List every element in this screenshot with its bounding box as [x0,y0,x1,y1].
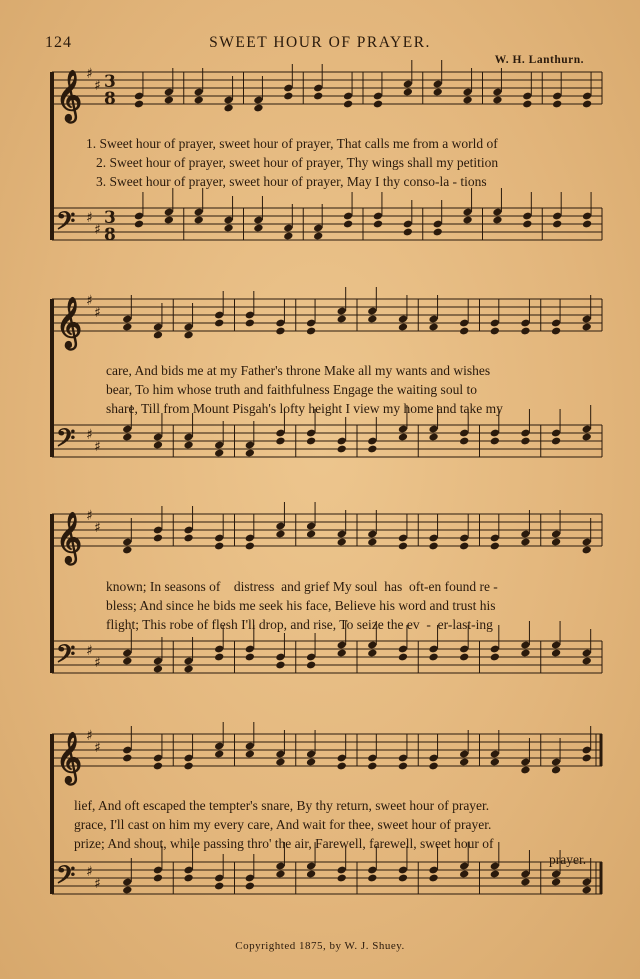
lyric-verse-2: bear, To him whose truth and faithfulness Engage the waiting soul to [106,382,477,397]
notehead [551,641,561,650]
notehead [153,323,163,332]
notehead [398,866,408,875]
notehead [306,522,316,531]
notehead [183,754,193,763]
notehead [398,874,408,883]
sharp-accidental: ♯ [86,210,93,226]
lyric-verse-2: 2. Sweet hour of prayer, sweet hour of prayer, Thy wings shall my petition [96,155,499,170]
notehead [551,429,561,438]
notehead [183,323,193,332]
notehead [153,665,163,674]
bass-clef: 𝄢 [56,424,76,459]
notehead [582,425,592,434]
treble-clef: 𝄞 [56,732,83,783]
notehead [459,429,469,438]
notehead [245,645,255,654]
notehead [214,653,224,662]
notehead [428,433,438,442]
notehead [214,882,224,891]
notehead [428,866,438,875]
notehead [337,874,347,883]
notehead [582,433,592,442]
sharp-accidental: ♯ [94,305,101,321]
notehead [551,766,561,775]
notehead [582,886,592,895]
notehead [428,323,438,332]
notehead [183,441,193,450]
sharp-accidental: ♯ [94,655,101,671]
notehead [337,315,347,324]
bass-clef: 𝄢 [56,207,76,242]
notehead [245,653,255,662]
notehead [183,874,193,883]
notehead [275,862,285,871]
sharp-accidental: ♯ [94,876,101,892]
notehead [582,746,592,755]
lyric-verse-2: bless; And since he bids me seek his face, Believe his word and trust his [106,598,496,613]
lyric-verse-3: flight; This robe of flesh I'll drop, and rise, To seize the ev - er-last-ing [106,617,493,632]
notehead [520,878,530,887]
notehead [582,323,592,332]
notehead [459,645,469,654]
notehead [551,530,561,539]
notehead [428,754,438,763]
notehead [459,758,469,767]
notehead [490,437,500,446]
notehead [275,319,285,328]
notehead [337,641,347,650]
notehead [214,750,224,759]
notehead [183,657,193,666]
notehead [122,657,132,666]
notehead [275,750,285,759]
notehead [214,534,224,543]
notehead [245,742,255,751]
notehead [367,538,377,547]
notehead [214,319,224,328]
bass-clef: 𝄢 [56,861,76,896]
notehead [367,315,377,324]
notehead [153,441,163,450]
notehead [551,870,561,879]
notehead [582,546,592,555]
notehead [398,754,408,763]
notehead [367,445,377,454]
notehead [582,878,592,887]
notehead [214,645,224,654]
notehead [551,327,561,336]
notehead [275,653,285,662]
notehead [337,437,347,446]
notehead [183,866,193,875]
notehead [490,319,500,328]
notehead [398,323,408,332]
notehead [520,437,530,446]
notehead [459,534,469,543]
notehead [122,746,132,755]
notehead [367,649,377,658]
notehead [428,762,438,771]
notehead [582,657,592,666]
notehead [428,542,438,551]
notehead [428,653,438,662]
notehead [520,530,530,539]
notehead [459,870,469,879]
notehead [520,429,530,438]
notehead [428,534,438,543]
notehead [490,750,500,759]
notehead [551,538,561,547]
notehead [520,641,530,650]
notehead [398,653,408,662]
sharp-accidental: ♯ [94,222,101,238]
treble-clef: 𝄞 [56,70,83,121]
notehead [582,538,592,547]
notehead [306,429,316,438]
notehead [183,433,193,442]
notehead [275,661,285,670]
notehead [367,866,377,875]
notehead [122,425,132,434]
treble-clef: 𝄞 [56,297,83,348]
notehead [214,742,224,751]
notehead [245,542,255,551]
notehead [367,762,377,771]
notehead [398,762,408,771]
copyright-footer: Copyrighted 1875, by W. J. Shuey. [235,940,405,952]
notehead [490,534,500,543]
notehead [245,441,255,450]
notehead [367,437,377,446]
notehead [337,762,347,771]
notehead [153,754,163,763]
notehead [520,327,530,336]
notehead [306,319,316,328]
notehead [306,758,316,767]
notehead [337,649,347,658]
notehead [398,315,408,324]
lyric-verse-2: grace, I'll cast on him my every care, And wait for thee, sweet hour of prayer. [74,817,492,832]
notehead [275,870,285,879]
time-signature-top: 3 [104,208,116,228]
staff-system-1 [0,0,640,260]
sharp-accidental: ♯ [94,78,101,94]
notehead [306,327,316,336]
notehead [275,429,285,438]
notehead [245,319,255,328]
notehead [183,526,193,535]
notehead [398,542,408,551]
notehead [306,530,316,539]
sharp-accidental: ♯ [86,293,93,309]
notehead [122,886,132,895]
lyric-verse-1: care, And bids me at my Father's throne Make all my wants and wishes [106,363,491,378]
sharp-accidental: ♯ [86,643,93,659]
notehead [490,862,500,871]
notehead [490,653,500,662]
notehead [428,874,438,883]
notehead [367,530,377,539]
sharp-accidental: ♯ [86,427,93,443]
notehead [520,538,530,547]
notehead [490,645,500,654]
notehead [306,437,316,446]
notehead [490,758,500,767]
notehead [122,538,132,547]
sharp-accidental: ♯ [86,864,93,880]
notehead [520,766,530,775]
notehead [214,441,224,450]
notehead [306,750,316,759]
notehead [459,319,469,328]
sharp-accidental: ♯ [86,66,93,82]
notehead [122,754,132,763]
notehead [214,449,224,458]
notehead [153,331,163,340]
composer-credit: W. H. Lanthurn. [494,54,584,66]
notehead [183,331,193,340]
notehead [122,323,132,332]
notehead [183,665,193,674]
notehead [306,870,316,879]
notehead [459,653,469,662]
notehead [122,546,132,555]
treble-clef: 𝄞 [56,512,83,563]
notehead [459,437,469,446]
sharp-accidental: ♯ [94,439,101,455]
notehead [582,754,592,763]
notehead [245,882,255,891]
lyric-verse-3: 3. Sweet hour of prayer, sweet hour of prayer, May I thy conso-la - tions [96,174,487,189]
notehead [214,874,224,883]
notehead [214,542,224,551]
notehead [153,762,163,771]
notehead [153,526,163,535]
notehead [337,538,347,547]
notehead [490,327,500,336]
lyric-verse-1: known; In seasons of distress and grief My soul has oft-en found re - [106,579,498,594]
notehead [275,758,285,767]
notehead [367,754,377,763]
lyric-verse-1: lief, And oft escaped the tempter's snare, By thy return, sweet hour of prayer. [74,798,490,813]
notehead [428,645,438,654]
notehead [245,311,255,320]
notehead [459,327,469,336]
notehead [551,878,561,887]
notehead [275,437,285,446]
notehead [459,542,469,551]
lyric-verse-3: prize; And shout, while passing thro' the air, Farewell, farewell, sweet hour of [74,836,494,851]
page-number: 124 [45,34,72,51]
notehead [275,530,285,539]
notehead [551,437,561,446]
notehead [551,319,561,328]
notehead [398,433,408,442]
notehead [490,542,500,551]
notehead [398,645,408,654]
notehead [245,750,255,759]
notehead [520,649,530,658]
notehead [337,866,347,875]
time-signature-bottom: 8 [104,225,116,245]
notehead [520,319,530,328]
notehead [551,649,561,658]
lyric-verse-1: 1. Sweet hour of prayer, sweet hour of prayer, That calls me from a world of [86,136,498,151]
notehead [520,758,530,767]
notehead [245,874,255,883]
notehead [459,862,469,871]
sharp-accidental: ♯ [86,508,93,524]
notehead [367,874,377,883]
notehead [153,534,163,543]
notehead [153,874,163,883]
lyric-verse-3-end: prayer. [549,852,587,867]
notehead [582,649,592,658]
notehead [122,433,132,442]
notehead [153,866,163,875]
notehead [337,445,347,454]
time-signature-bottom: 8 [104,89,116,109]
notehead [459,750,469,759]
notehead [551,758,561,767]
notehead [490,870,500,879]
notehead [275,522,285,531]
notehead [153,433,163,442]
time-signature-top: 3 [104,72,116,92]
bass-clef: 𝄢 [56,640,76,675]
notehead [122,649,132,658]
notehead [398,534,408,543]
notehead [337,754,347,763]
notehead [275,327,285,336]
sharp-accidental: ♯ [94,740,101,756]
notehead [490,429,500,438]
notehead [306,653,316,662]
notehead [306,661,316,670]
notehead [214,311,224,320]
notehead [428,315,438,324]
notehead [306,862,316,871]
notehead [367,307,377,316]
notehead [245,534,255,543]
notehead [367,641,377,650]
notehead [398,425,408,434]
notehead [122,315,132,324]
lyric-verse-3: share, Till from Mount Pisgah's lofty height I view my home and take my [106,401,503,416]
notehead [428,425,438,434]
notehead [245,449,255,458]
sharp-accidental: ♯ [94,520,101,536]
notehead [183,534,193,543]
notehead [337,530,347,539]
notehead [520,870,530,879]
notehead [122,878,132,887]
sharp-accidental: ♯ [86,728,93,744]
hymn-title: SWEET HOUR OF PRAYER. [209,34,431,51]
notehead [582,315,592,324]
notehead [337,307,347,316]
notehead [153,657,163,666]
notehead [183,762,193,771]
